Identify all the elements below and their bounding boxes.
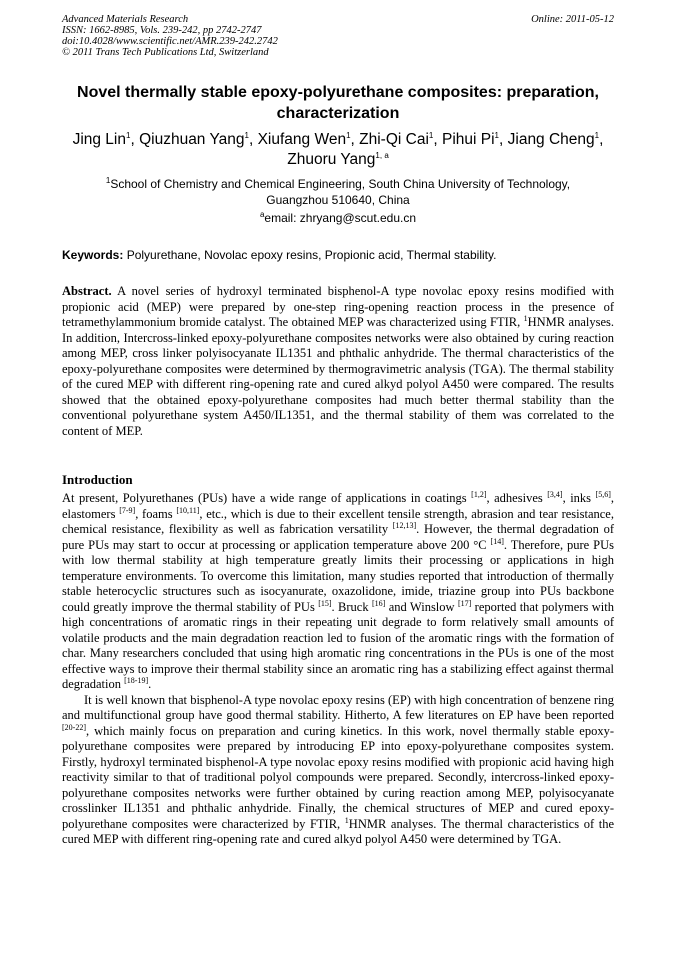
citation: [5,6] [595,489,611,499]
paper-title: Novel thermally stable epoxy-polyurethane composites: preparation, characterization [77,84,599,122]
citation: [1,2] [471,489,487,499]
author: Xiufang Wen$^1$, [257,130,360,148]
citation: 1 [344,815,349,825]
paragraph [62,491,614,693]
text-run: , inks [562,491,596,505]
author: Jiang Cheng$^1$, [507,130,604,148]
citation: [15] [318,598,332,608]
citation: [7-9] [119,505,136,515]
text-run: . Therefore, pure PUs with low thermal stability at high temperature greatly limits their processing or applications in high temperature environments. To overcome this limitation, many studies reported that introduction of thermally stable heterocyclic structures such as isocyanurate, oxazolidone, imide, triazine group into PUs backbone could greatly improve the thermal stability of PUs [62,537,614,614]
citation: [3,4] [547,489,563,499]
abstract: Abstract. A novel series of hydroxyl terminated bisphenol-A type novolac epoxy resins modified with propionic acid (MEP) were prepared by one-step ring-opening reaction process in the presence of tetramethylammonium bromide catalyst. The obtained MEP was characterized using FTIR, $^1$HNMR analyses. In addition, Intercross-linked epoxy-polyurethane composites networks were also obtained by curing reaction among MEP, cross linker polyisocyanate IL1351 and phthalic anhydride. The thermal characteristics of the epoxy-polyurethane composites were determined by thermogravimetric analysis (TGA). The thermal stability of the cured MEP with different ring-opening rate and cured alkyd polyol A450 were compared. The results showed that the obtained epoxy-polyurethane composites had much better thermal stability than the conventional polyurethane system A450/IL1351, and the thermal stability of them was correlated to the content of MEP. [62,284,614,438]
copyright-line: © 2011 Trans Tech Publications Ltd, Switzerland [62,47,269,58]
issn-line: ISSN: 1662-8985, Vols. 239-242, pp 2742-2747 [62,25,262,36]
keywords-label: Keywords: [62,248,124,262]
affiliation: $^1$School of Chemistry and Chemical Engineering, South China University of Technology, Guangzhou 510640, China [105,176,571,207]
citation: [12,13] [392,520,417,530]
section-heading: Introduction [62,472,133,487]
doi-line: doi:10.4028/www.scientific.net/AMR.239-242.2742 [62,36,278,47]
citation: [20-22] [62,722,86,732]
citation: [16] [372,598,386,608]
author: Zhuoru Yang$^{1, a}$ [287,150,389,168]
text-run: , adhesives [486,491,548,505]
keywords-text: Polyurethane, Novolac epoxy resins, Propionic acid, Thermal stability. [123,248,497,262]
author-email: $^a$email: zhryang@scut.edu.cn [259,210,417,225]
introduction-body [62,491,614,848]
text-run: , foams [135,506,177,521]
text-run: and Winslow [385,599,458,614]
journal-header [62,14,614,58]
text-run: HNMR analyses. The thermal characteristics of the cured MEP with different ring-opening rate and cured alkyd polyol A450 were determined by TGA. [62,816,615,846]
text-run: reported that polymers with high concentrations of aromatic rings in their repeating unit degrade to form relatively small amounts of volatile products and the main degradation reaction led to fusion of the aromatic rings with the formation of char. Many researchers concluded that using high aromatic ring concentrations in the PUs is one of the most effective ways to improve their thermal stability since an aromatic ring has a stabilizing effect against thermal degradation [62,599,614,691]
journal-name: Advanced Materials Research [62,14,189,25]
text-run: , which mainly focus on preparation and curing kinetics. In this work, novel thermally stable epoxy-polyurethane composites were prepared by introducing EP into epoxy-polyurethane composites system. Firstly, hydroxyl terminated bisphenol-A type novolac epoxy resins modified with propionic acid having high reactivity similar to that of traditional polyol compounds were prepared. Secondly, intercross-linked epoxy-polyurethane composites networks were further obtained by curing reaction among MEP, polyisocyanate crosslinker IL1351 and phthalic anhydride. Finally, the chemical structures of MEP and cured epoxy-polyurethane composites were characterized by FTIR, [62,723,614,831]
text-run: At present, Polyurethanes (PUs) have a wide range of applications in coatings [62,491,472,505]
author: Pihui Pi$^1$, [441,130,508,148]
text-run: . Bruck [331,599,372,614]
citation: [14] [490,536,504,546]
citation: [10,11] [176,505,200,515]
online-date: Online: 2011-05-12 [531,14,614,25]
citation: [18-19] [124,675,149,685]
citation: [17] [457,598,472,608]
text-run: . However, the thermal degradation of pure PUs may start to occur at processing or application temperature above 200 °C [62,522,614,552]
text-run: , elastomers [62,491,614,521]
text-run: It is well known that bisphenol-A type novolac epoxy resins (EP) with high concentration of benzene ring and multifunctional group have good thermal stability. Hitherto, A few literatures on EP have been reported [62,692,614,722]
keywords [62,247,614,263]
paragraph [62,693,614,848]
author-list [62,130,614,170]
abstract-label: Abstract. [62,284,112,298]
author: Qiuzhuan Yang$^1$, [139,130,258,148]
author: Zhi-Qi Cai$^1$, [359,130,442,148]
author: Jing Lin$^1$, [72,130,140,148]
text-run: . [148,677,152,691]
text-run: , etc., which is due to their excellent tensile strength, abrasion and tear resistance, chemical resistance, flexibility as well as fabrication versatility [62,506,614,536]
